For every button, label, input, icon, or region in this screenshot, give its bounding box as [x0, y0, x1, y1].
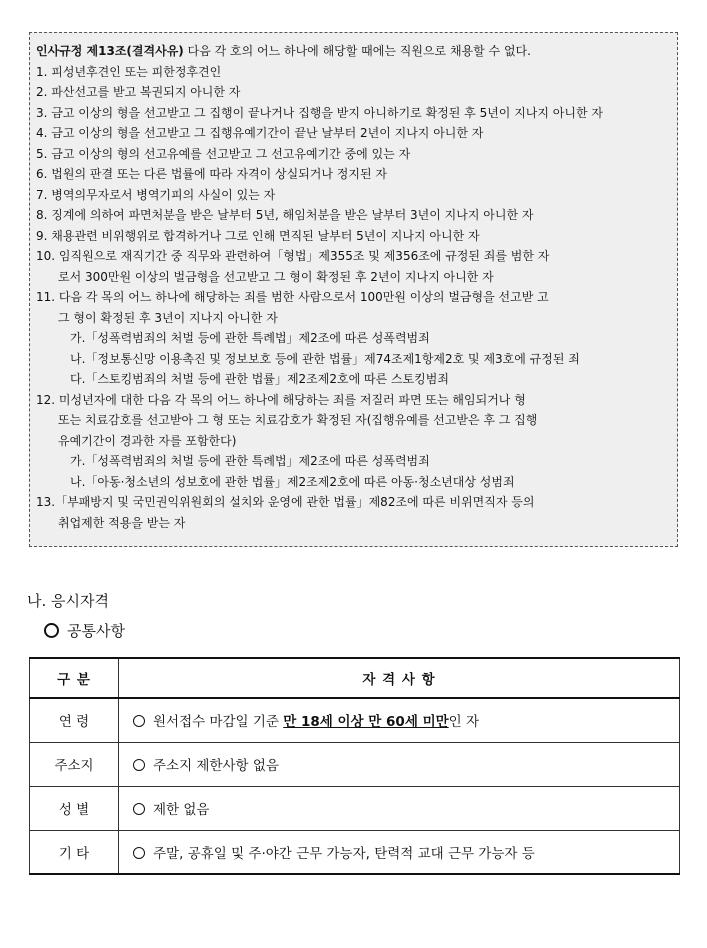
table-header-row	[30, 658, 680, 698]
row-category: 연 령	[30, 698, 119, 742]
requirement-text: 제한 없음	[153, 802, 210, 818]
table-row	[30, 830, 680, 874]
header-requirement: 자 격 사 항	[119, 658, 680, 698]
rule-item-9: 9. 채용관련 비위행위로 합격하거나 그로 인해 면직된 날부터 5년이 지나지 아니한 자	[36, 228, 480, 243]
rule-item-5: 5. 금고 이상의 형의 선고유예를 선고받고 그 선고유예기간 중에 있는 자	[36, 146, 411, 161]
circle-bullet-icon	[133, 759, 145, 771]
table-row	[30, 698, 680, 742]
disqualification-rule-box	[29, 32, 678, 547]
requirement-suffix: 인 자	[448, 714, 480, 731]
rule-item-2: 2. 파산선고를 받고 복권되지 아니한 자	[36, 85, 241, 99]
circle-bullet-icon	[133, 803, 145, 815]
rule-item-13: 13.「부패방지 및 국민권익위원회의 설치와 운영에 관한 법률」제82조에 따른 비위면직자 등의	[36, 495, 535, 509]
rule-item-7: 7. 병역의무자로서 병역기피의 사실이 있는 자	[36, 187, 276, 202]
rule-item-12-cont: 또는 치료감호를 선고받아 그 형 또는 치료감호가 확정된 자(집행유예를 선고받은 후 그 집행	[58, 413, 538, 427]
row-requirement	[119, 698, 680, 742]
rule-heading	[36, 41, 670, 62]
circle-bullet-icon	[133, 715, 145, 727]
subsection-title: 공통사항	[67, 622, 125, 640]
rule-item-11: 11. 다음 각 목의 어느 하나에 해당하는 죄를 범한 사람으로서 100만원 이상의 벌금형을 선고받 고	[36, 290, 549, 304]
row-category: 기 타	[30, 830, 119, 874]
requirement-text: 주말, 공휴일 및 주·야간 근무 가능자, 탄력적 교대 근무 가능자 등	[153, 845, 535, 862]
table-row	[30, 742, 680, 786]
rule-item-6: 6. 법원의 판결 또는 다른 법률에 따라 자격이 상실되거나 정지된 자	[36, 167, 387, 181]
rule-title: 인사규정 제13조(결격사유)	[36, 44, 184, 58]
rule-item-8: 8. 징계에 의하여 파면처분을 받은 날부터 5년, 해임처분을 받은 날부터 3년이 지나지 아니한 자	[36, 208, 534, 222]
section-title: 나. 응시자격	[27, 592, 109, 610]
rule-item-13-cont: 취업제한 적용을 받는 자	[58, 515, 186, 530]
rule-item-11-ga: 가.「성폭력범죄의 처벌 등에 관한 특례법」제2조에 따른 성폭력범죄	[70, 331, 430, 345]
row-category: 성 별	[30, 786, 119, 830]
requirement-emphasis: 만 18세 이상 만 60세 미만	[283, 714, 449, 731]
rule-item-11-na: 나.「정보통신망 이용촉진 및 정보보호 등에 관한 법률」제74조제1항제2호 및 제3호에 규정된 죄	[70, 351, 580, 366]
rule-item-12-na: 나.「아동·청소년의 성보호에 관한 법률」제2조제2호에 따른 아동·청소년대상 성범죄	[70, 474, 515, 489]
requirement-text: 원서접수 마감일 기준	[153, 714, 284, 731]
rule-item-10-cont: 로서 300만원 이상의 벌금형을 선고받고 그 형이 확정된 후 2년이 지나지 아니한 자	[58, 269, 494, 284]
requirement-text: 주소지 제한사항 없음	[153, 758, 279, 774]
rule-item-12: 12. 미성년자에 대한 다음 각 목의 어느 하나에 해당하는 죄를 저질러 파면 또는 해임되거나 형	[36, 392, 526, 407]
rule-item-11-cont: 그 형이 확정된 후 3년이 지나지 아니한 자	[58, 310, 278, 325]
qualification-table	[29, 657, 680, 875]
rule-item-10: 10. 임직원으로 재직기간 중 직무와 관련하여「형법」제355조 및 제356조에 규정된 죄를 범한 자	[36, 249, 550, 263]
rule-item-12-ga: 가.「성폭력범죄의 처벌 등에 관한 특례법」제2조에 따른 성폭력범죄	[70, 454, 430, 468]
row-requirement	[119, 786, 680, 830]
rule-item-11-da: 다.「스토킹범죄의 처벌 등에 관한 법률」제2조제2호에 따른 스토킹범죄	[70, 372, 449, 386]
rule-item-3: 3. 금고 이상의 형을 선고받고 그 집행이 끝나거나 집행을 받지 아니하기로 확정된 후 5년이 지나지 아니한 자	[36, 105, 603, 120]
rule-item-12-cont2: 유예기간이 경과한 자를 포함한다)	[58, 433, 237, 448]
rule-item-4: 4. 금고 이상의 형을 선고받고 그 집행유예기간이 끝난 날부터 2년이 지나지 아니한 자	[36, 126, 484, 140]
rule-intro: 다음 각 호의 어느 하나에 해당할 때에는 직원으로 채용할 수 없다.	[183, 44, 531, 58]
table-row	[30, 786, 680, 830]
header-category: 구 분	[30, 658, 119, 698]
rule-item-1: 1. 피성년후견인 또는 피한정후견인	[36, 64, 222, 79]
circle-bullet-icon	[44, 623, 59, 638]
subsection-heading	[44, 620, 125, 641]
row-requirement	[119, 742, 680, 786]
row-requirement	[119, 830, 680, 874]
row-category: 주소지	[30, 742, 119, 786]
circle-bullet-icon	[133, 847, 145, 859]
